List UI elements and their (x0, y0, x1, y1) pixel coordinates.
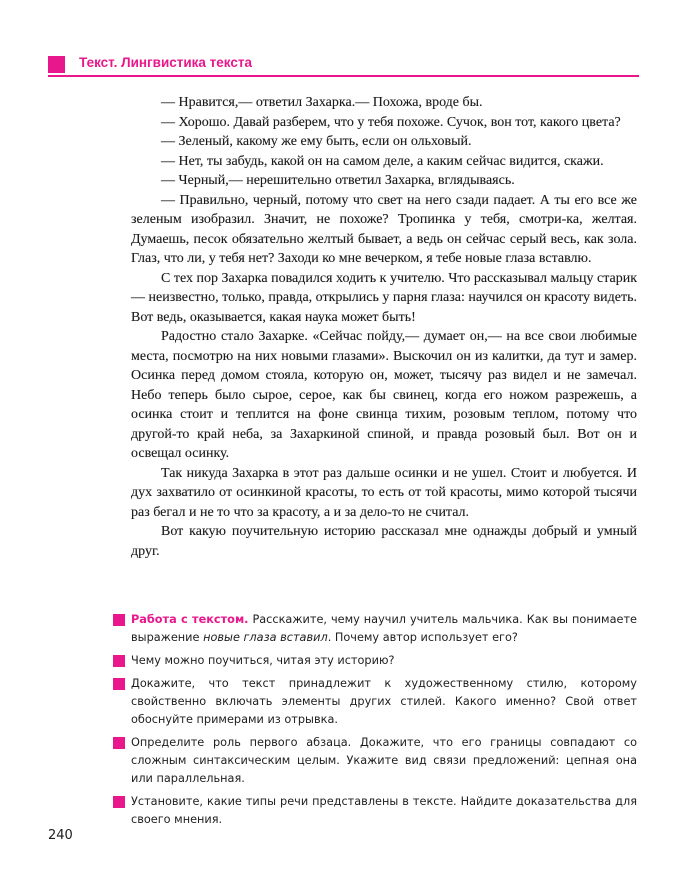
story-paragraph: Так никуда Захарка в этот раз дальше осинки и не ушел. Стоит и любуется. И дух захватило от осинкиной красоты, то есть от той красоты, мимо которой тысячи раз бегал и не то что за красоту, а и за дело-то не считал. (131, 465, 637, 520)
task-list (113, 611, 637, 834)
task-heading: Работа с текстом. (131, 613, 249, 626)
task-text: Установите, какие типы речи представлены в тексте. Найдите доказательства для своего мнения. (131, 795, 637, 826)
story-paragraph: Вот какую поучительную историю рассказал мне однажды добрый и умный друг. (131, 524, 637, 559)
story-paragraph: — Черный,— нерешительно ответил Захарка, вглядываясь. (161, 173, 515, 188)
story-paragraph: — Нет, ты забудь, какой он на самом деле, а каким сейчас видится, скажи. (161, 153, 604, 169)
task-item (113, 611, 637, 647)
task-text: Определите роль первого абзаца. Докажите, что его границы совпадают со сложным синтаксическим целым. Укажите вид связи предложений: цепная она или параллельная. (131, 736, 637, 785)
task-item (113, 793, 637, 829)
story-paragraph: — Правильно, черный, потому что свет на него сзади падает. А ты его все же зеленым изобразил. Значит, не похоже? Тропинка у тебя, смотри-ка, желтая. Думаешь, песок обязательно желтый бывает, а ведь он сейчас серый весь, как зола. Глаз, что ли, у тебя нет? Заходи ко мне вечерком, я тебе новые глаза вставлю. (131, 192, 637, 266)
header-rule (48, 75, 639, 77)
task-text: Докажите, что текст принадлежит к художественному стилю, которому свойственно включать элементы других стилей. Какого именно? Свой ответ обоснуйте примерами из отрывка. (131, 677, 637, 726)
page-number: 240 (48, 828, 73, 843)
story-paragraph: — Нравится,— ответил Захарка.— Похожа, вроде бы. (161, 95, 483, 110)
section-marker (48, 56, 65, 73)
story-paragraph: — Зеленый, какому же ему быть, если он ольховый. (161, 134, 472, 149)
task-bullet-icon (113, 678, 125, 690)
task-item (113, 734, 637, 788)
story-paragraph: — Хорошо. Давай разберем, что у тебя похоже. Сучок, вон тот, какого цвета? (161, 114, 621, 130)
task-bullet-icon (113, 655, 125, 667)
task-bullet-icon (113, 614, 125, 626)
story-text (131, 93, 637, 561)
task-bullet-icon (113, 796, 125, 808)
task-bullet-icon (113, 737, 125, 749)
task-text: Чему можно поучиться, читая эту историю? (131, 654, 395, 667)
task-text: Расскажите, чему научил учитель мальчика. Как вы понимаете выражение (131, 613, 637, 644)
task-item (113, 675, 637, 729)
story-paragraph: С тех пор Захарка повадился ходить к учителю. Что рассказывал мальцу старик — неизвестно, только, правда, открылись у парня глаза: научился он красоту видеть. Вот ведь, оказывается, какая наука может быть! (131, 270, 637, 325)
task-quote: новые глаза вставил (203, 631, 328, 644)
section-title: Текст. Лингвистика текста (79, 55, 253, 70)
task-text: . Почему автор использует его? (327, 631, 518, 644)
story-paragraph: Радостно стало Захарке. «Сейчас пойду,— думает он,— на все свои любимые места, посмотрю на них новыми глазами». Выскочил он из калитки, да тут и замер. Осинка перед домом стояла, которую он, может, тысячу раз видел и не замечал. Небо теперь было сырое, серое, как бы свинец, когда его ножом разрежешь, а осинка стоит и теплится на фоне свинца тихим, розовым теплом, потому что другой-то край неба, за Захаркиной спиной, и правда розовый был. Вот он и освещал осинку. (131, 329, 637, 461)
task-item (113, 652, 637, 670)
